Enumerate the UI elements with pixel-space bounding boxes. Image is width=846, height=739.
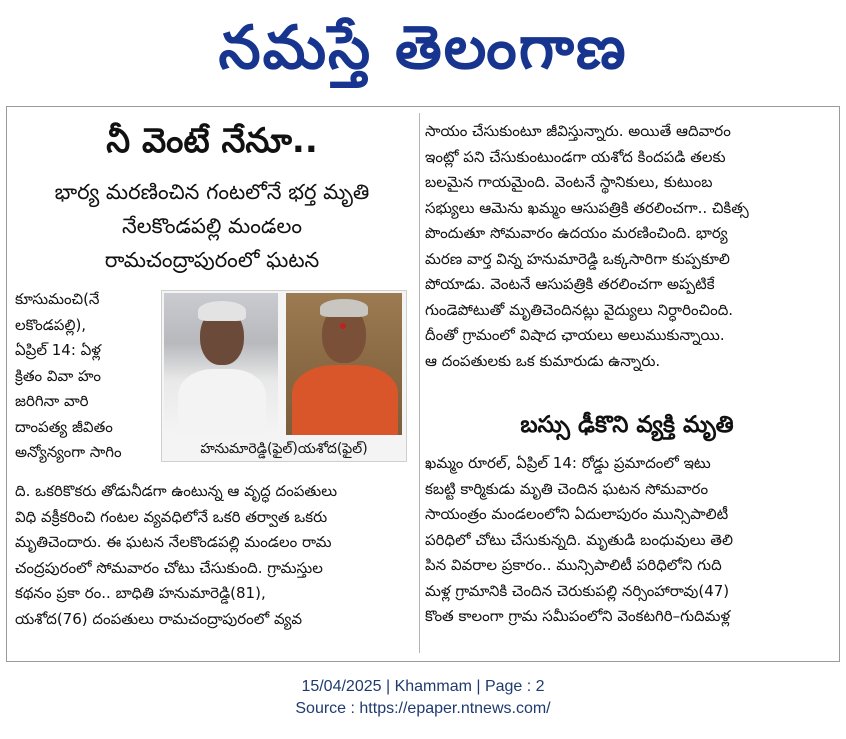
article2-body <box>425 451 829 630</box>
body-line: కూసుమంచి(నే <box>15 290 100 308</box>
body-line: మరణ వార్త విన్న హనుమారెడ్డి ఒక్కసారిగా కుప్పకూలి <box>425 249 730 268</box>
news-clipping <box>6 106 840 662</box>
article-subhead: భార్య మరణించిన గంటలోనే భర్త మృతి <box>54 180 370 204</box>
photo-caption: హనుమారెడ్డి(ఫైల్)యశోద(ఫైల్) <box>200 441 368 457</box>
body-line: బలమైన గాయమైంది. వెంటనే స్థానికులు, కుటుంబ <box>425 173 713 191</box>
body-line: పరిధిలో చోటు చేసుకున్నది. మృతుడి బంధువులు తెలి <box>425 530 733 549</box>
newspaper-logo: నమస్తే తెలంగాణ <box>218 13 628 83</box>
body-line: మృతిచెందారు. ఈ ఘటన నేలకొండపల్లి మండలం రామ <box>15 533 332 551</box>
column-divider <box>419 113 420 653</box>
body-line: చంద్రపురంలో సోమవారం చోటు చేసుకుంది. గ్రామస్తుల <box>15 558 323 577</box>
body-line: పిన వివరాల ప్రకారం.. మున్సిపాలిటీ పరిధిలోని గుది <box>425 556 722 574</box>
body-line: క్రితం వివా హం <box>15 366 101 385</box>
body-line: అన్యోన్యంగా సాగిం <box>15 443 122 461</box>
body-line: సభ్యులు ఆమెను ఖమ్మం ఆసుపత్రికి తరలించగా.. చికిత్స <box>425 198 749 217</box>
body-line: సాయం చేసుకుంటూ జీవిస్తున్నారు. అయితే ఆదివారం <box>425 122 731 140</box>
photo-woman <box>286 293 402 435</box>
body-line: సాయంత్రం మండలంలోని ఏదులాపురం మున్సిపాలిటీ <box>425 505 729 523</box>
body-line: ఏప్రిల్ 14: ఏళ్ల <box>15 341 101 359</box>
article-subhead: నేలకొండపల్లి మండలం <box>122 214 302 238</box>
body-line: కొంత కాలంగా గ్రామ సమీపంలోని వెంకటగిరి–గుదిమళ్ల <box>425 607 731 625</box>
body-line: లకొండపల్లి), <box>15 315 87 334</box>
body-line: మళ్ల గ్రామానికి చెందిన చెరుకుపల్లి నర్సింహారావు(47) <box>425 581 730 600</box>
article-subhead: రామచంద్రాపురంలో ఘటన <box>104 248 320 272</box>
footer-source-link[interactable]: Source : https://epaper.ntnews.com/ <box>295 700 551 717</box>
footer-edition-info: 15/04/2025 | Khammam | Page : 2 <box>301 678 545 695</box>
body-line: విధి వక్రీకరించి గంటల వ్యవధిలోనే ఒకరి తర్వాత ఒకరు <box>15 507 328 526</box>
left-column <box>7 107 417 661</box>
body-line: కబట్టి కార్మికుడు మృతి చెందిన ఘటన సోమవారం <box>425 479 709 498</box>
footer <box>0 676 846 720</box>
body-line: ది. ఒకరికొకరు తోడునీడగా ఉంటున్న ఆ వృద్ధ దంపతులు <box>15 482 338 500</box>
body-line: ఖమ్మం రూరల్, ఏప్రిల్ 14: రోడ్డు ప్రమాదంలో ఇటు <box>425 454 711 472</box>
body-line: జరిగినా వారి <box>15 392 89 410</box>
photo-man <box>164 293 278 435</box>
body-line: యశోద(76) దంపతులు రామచంద్రాపురంలో వ్యవ <box>15 609 303 628</box>
article-body-continued <box>425 119 829 374</box>
article-body-narrow <box>15 287 165 466</box>
article-body-full <box>15 479 413 632</box>
body-line: పోయాడు. వెంటనే ఆసుపత్రికి తరలించగా అప్పటికే <box>425 275 715 293</box>
masthead <box>0 0 846 104</box>
article-headline: నీ వెంటే నేనూ.. <box>106 121 318 161</box>
body-line: ఆ దంపతులకు ఒక కుమారుడు ఉన్నారు. <box>425 351 661 370</box>
body-line: దీంతో గ్రామంలో విషాద ఛాయలు అలుముకున్నాయి. <box>425 326 725 344</box>
body-line: ఇంట్లో పని చేసుకుంటుండగా యశోద కిందపడి తలకు <box>425 147 726 166</box>
right-column <box>425 107 835 661</box>
body-line: పొందుతూ సోమవారం ఉదయం మరణించింది. భార్య <box>425 224 728 242</box>
body-line: కథనం ప్రకా రం.. బాధితి హనుమారెడ్డి(81), <box>15 584 266 602</box>
photo-box <box>161 290 407 462</box>
article2-headline: బస్సు ఢీకొని వ్యక్తి మృతి <box>520 412 734 438</box>
body-line: గుండెపోటుతో మృతిచెందినట్లు వైద్యులు నిర్ధారించింది. <box>425 300 734 319</box>
body-line: దాంపత్య జీవితం <box>15 417 113 436</box>
